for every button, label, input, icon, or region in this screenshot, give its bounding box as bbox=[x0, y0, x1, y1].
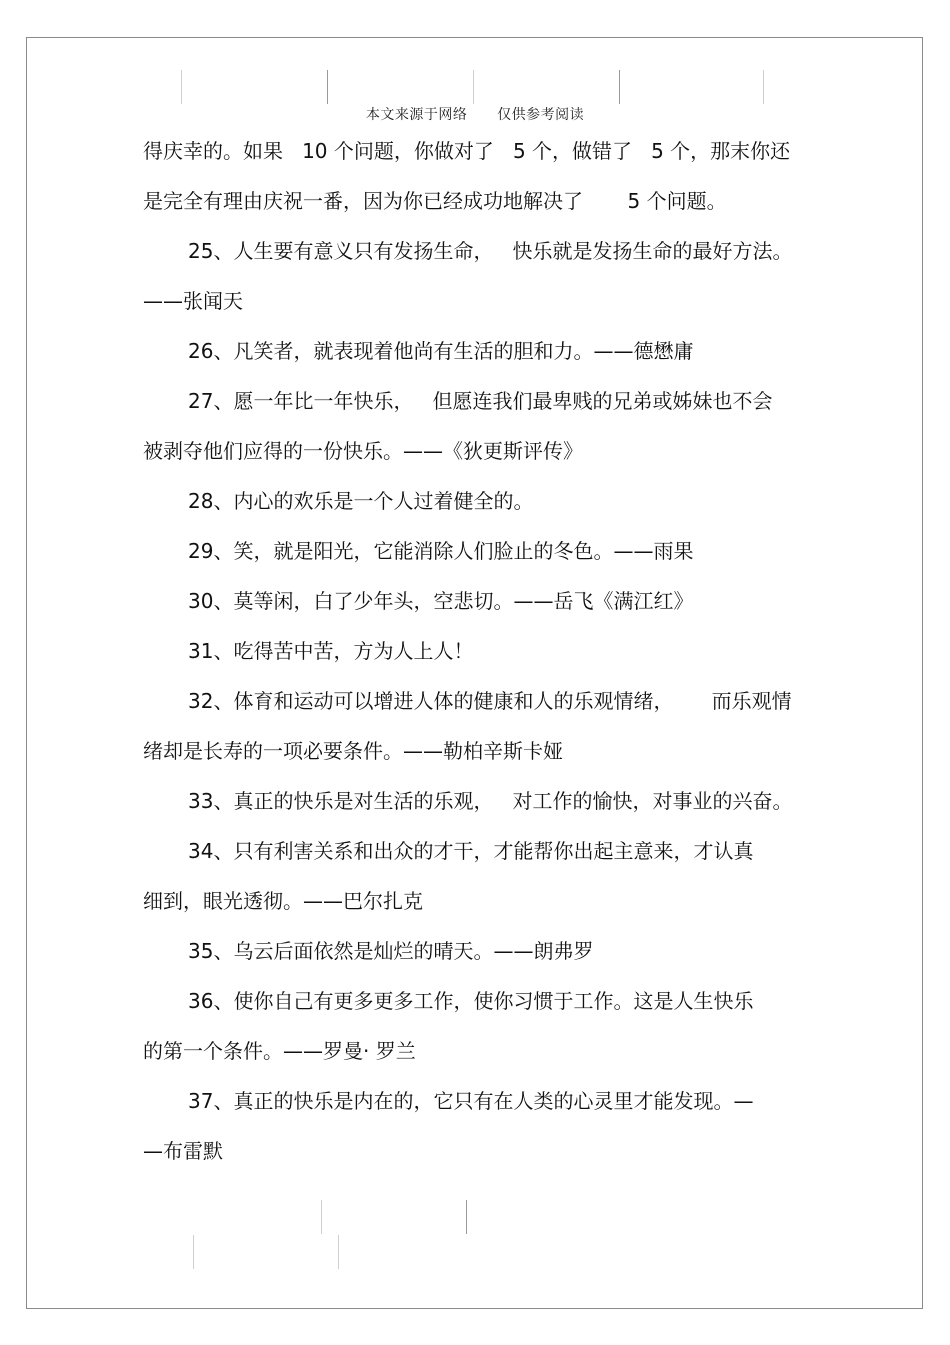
text-line: 是完全有理由庆祝一番，因为你已经成功地解决了 5 个问题。 bbox=[143, 189, 727, 213]
header-divider bbox=[619, 70, 620, 104]
text-line: 25、人生要有意义只有发扬生命， 快乐就是发扬生命的最好方法。 bbox=[188, 239, 793, 263]
text-line: 33、真正的快乐是对生活的乐观， 对工作的愉快，对事业的兴奋。 bbox=[188, 789, 793, 813]
footer-divider bbox=[321, 1200, 322, 1234]
text-line: 绪却是长寿的一项必要条件。——勒柏辛斯卡娅 bbox=[143, 739, 563, 763]
text-line: 28、内心的欢乐是一个人过着健全的。 bbox=[188, 489, 534, 513]
text-line: 32、体育和运动可以增进人体的健康和人的乐观情绪， 而乐观情 bbox=[188, 689, 792, 713]
footer-divider bbox=[338, 1235, 339, 1269]
text-line: 31、吃得苦中苦，方为人上人！ bbox=[188, 639, 474, 663]
text-line: 得庆幸的。如果 10 个问题，你做对了 5 个，做错了 5 个，那末你还 bbox=[143, 139, 791, 163]
text-line: 29、笑，就是阳光，它能消除人们脸止的冬色。——雨果 bbox=[188, 539, 694, 563]
header-divider bbox=[473, 70, 474, 104]
footer-divider bbox=[466, 1200, 467, 1234]
page-frame bbox=[26, 37, 923, 1309]
text-line: 37、真正的快乐是内在的，它只有在人类的心灵里才能发现。— bbox=[188, 1089, 754, 1113]
header-divider bbox=[327, 70, 328, 104]
header-divider bbox=[763, 70, 764, 104]
text-line: 36、使你自己有更多更多工作，使你习惯于工作。这是人生快乐 bbox=[188, 989, 754, 1013]
header-divider bbox=[181, 70, 182, 104]
text-line: 35、乌云后面依然是灿烂的晴天。——朗弗罗 bbox=[188, 939, 594, 963]
text-line: 26、凡笑者，就表现着他尚有生活的胆和力。——德懋庸 bbox=[188, 339, 694, 363]
footer-divider bbox=[193, 1235, 194, 1269]
text-line: 27、愿一年比一年快乐， 但愿连我们最卑贱的兄弟或姊妹也不会 bbox=[188, 389, 773, 413]
text-line: 30、莫等闲，白了少年头，空悲切。——岳飞《满江红》 bbox=[188, 589, 694, 613]
text-line: ——张闻天 bbox=[143, 289, 243, 313]
text-line: 细到，眼光透彻。——巴尔扎克 bbox=[143, 889, 423, 913]
page-header: 本文来源于网络 仅供参考阅读 bbox=[365, 107, 585, 123]
text-line: —布雷默 bbox=[143, 1139, 223, 1163]
text-line: 被剥夺他们应得的一份快乐。——《狄更斯评传》 bbox=[143, 439, 583, 463]
text-line: 的第一个条件。——罗曼· 罗兰 bbox=[143, 1039, 416, 1063]
text-line: 34、只有利害关系和出众的才干，才能帮你出起主意来，才认真 bbox=[188, 839, 754, 863]
